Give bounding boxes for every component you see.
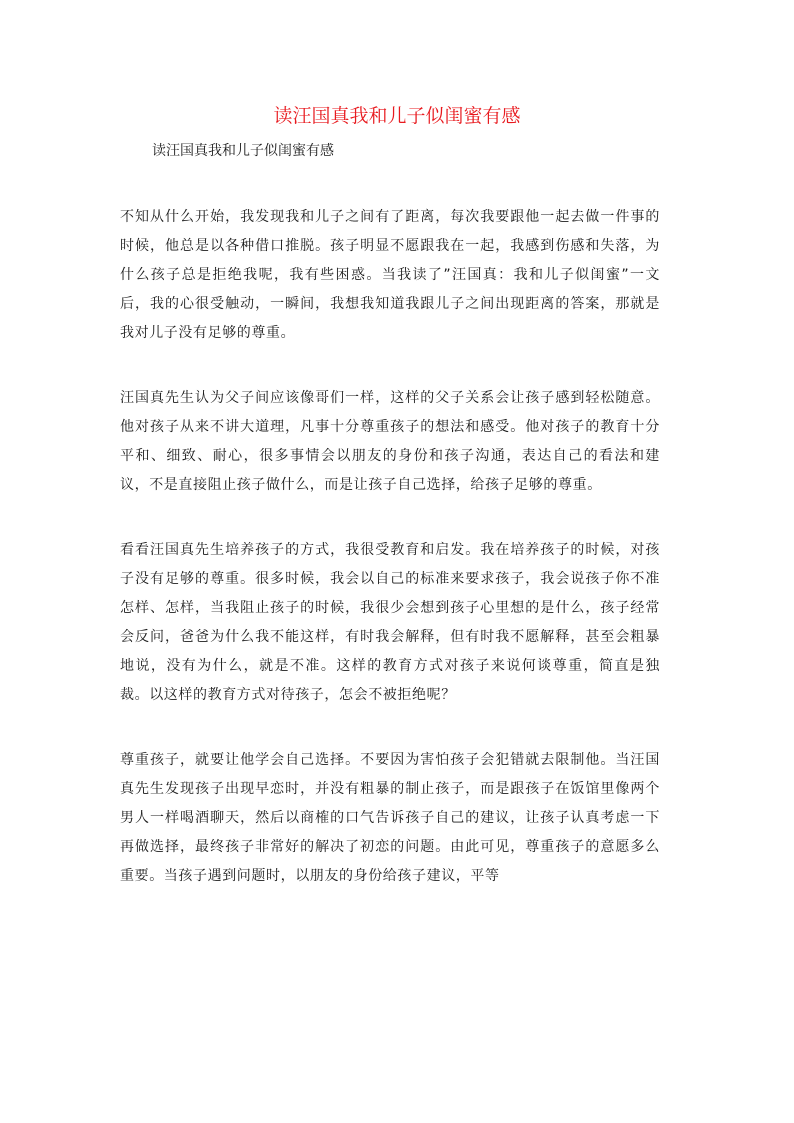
paragraph-1: 不知从什么开始，我发现我和儿子之间有了距离，每次我要跟他一起去做一件事的时候，他总是以各种借口推脱。孩子明显不愿跟我在一起，我感到伤感和失落，为什么孩子总是拒绝我呢，我有些困惑。当我读了”汪国真：我和儿子似闺蜜”一文后，我的心很受触动，一瞬间，我想我知道我跟儿子之间出现距离的答案，那就是我对儿子没有足够的尊重。 bbox=[120, 209, 660, 341]
document-subtitle: 读汪国真我和儿子似闺蜜有感 bbox=[152, 143, 334, 159]
paragraph-2: 汪国真先生认为父子间应该像哥们一样，这样的父子关系会让孩子感到轻松随意。他对孩子从来不讲大道理，凡事十分尊重孩子的想法和感受。他对孩子的教育十分平和、细致、耐心，很多事情会以朋友的身份和孩子沟通，表达自己的看法和建议，不是直接阻止孩子做什么，而是让孩子自己选择，给孩子足够的尊重。 bbox=[120, 390, 660, 493]
document-title: 读汪国真我和儿子似闺蜜有感 bbox=[273, 105, 521, 127]
document-body bbox=[120, 203, 660, 927]
paragraph-3: 看看汪国真先生培养孩子的方式，我很受教育和启发。我在培养孩子的时候，对孩子没有足够的尊重。很多时候，我会以自己的标准来要求孩子，我会说孩子你不准怎样、怎样，当我阻止孩子的时候，我很少会想到孩子心里想的是什么，孩子经常会反问，爸爸为什么我不能这样，有时我会解释，但有时我不愿解释，甚至会粗暴地说，没有为什么，就是不准。这样的教育方式对孩子来说何谈尊重，简直是独裁。以这样的教育方式对待孩子，怎会不被拒绝呢？ bbox=[120, 542, 660, 703]
paragraph-4: 尊重孩子，就要让他学会自己选择。不要因为害怕孩子会犯错就去限制他。当汪国真先生发现孩子出现早恋时，并没有粗暴的制止孩子，而是跟孩子在饭馆里像两个男人一样喝酒聊天，然后以商榷的口气告诉孩子自己的建议，让孩子认真考虑一下再做选择，最终孩子非常好的解决了初恋的问题。由此可见，尊重孩子的意愿多么重要。当孩子遇到问题时，以朋友的身份给孩子建议，平等 bbox=[120, 752, 660, 884]
